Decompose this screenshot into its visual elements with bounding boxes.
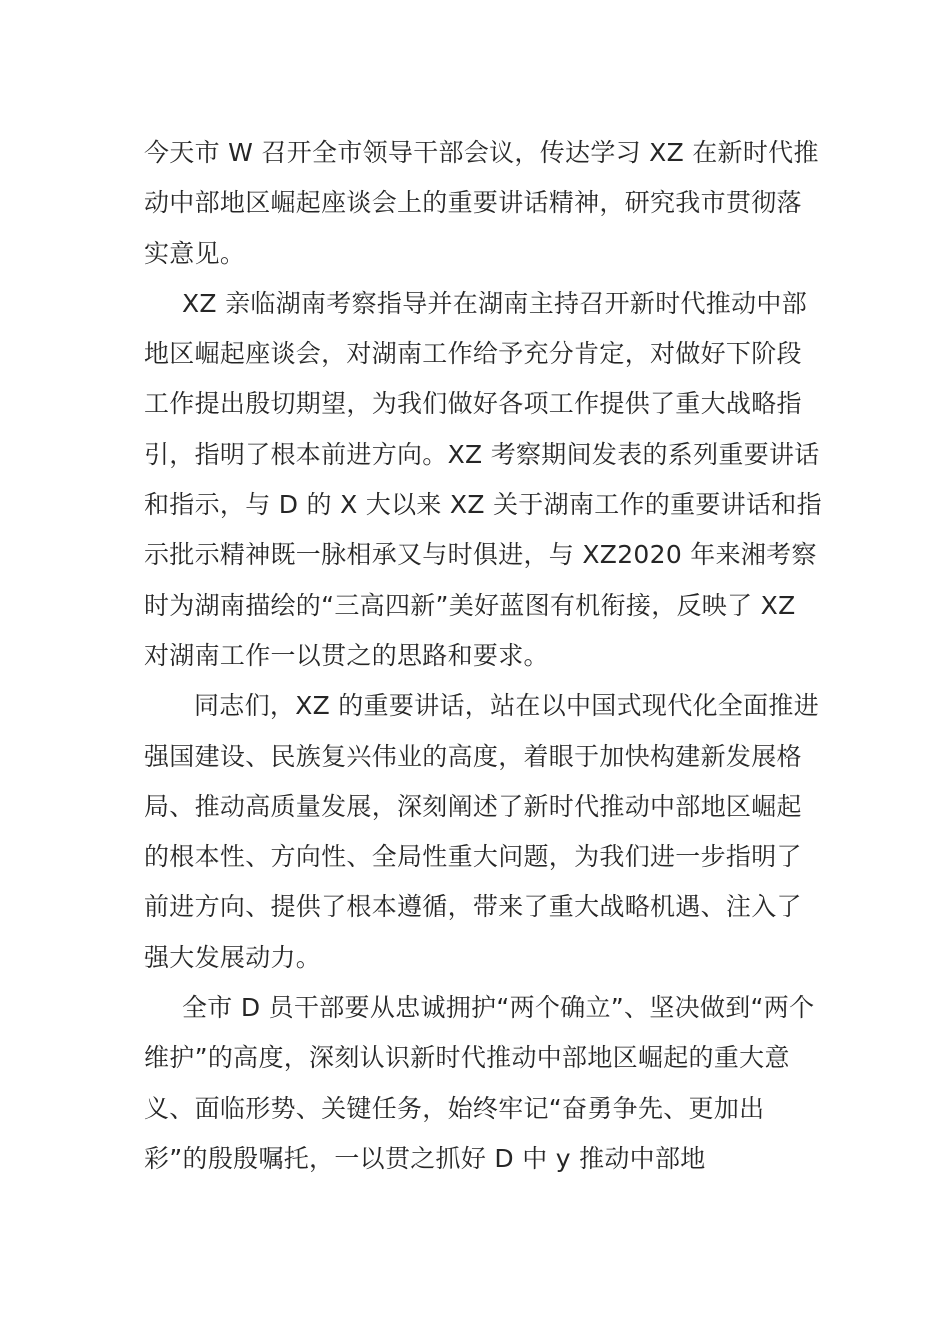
paragraph-4: 全市 D 员干部要从忠诚拥护“两个确立”、坚决做到“两个维护”的高度，深刻认识新时代推动中部地区崛起的重大意义、面临形势、关键任务，始终牢记“奋勇争先、更加出彩”的殷殷嘱托，一以贯之抓好 D 中 y 推动中部地 <box>144 993 815 1173</box>
paragraph-3: 同志们，XZ 的重要讲话，站在以中国式现代化全面推进强国建设、民族复兴伟业的高度，着眼于加快构建新发展格局、推动高质量发展，深刻阐述了新时代推动中部地区崛起的根本性、方向性、全局性重大问题，为我们进一步指明了前进方向、提供了根本遵循，带来了重大战略机遇、注入了强大发展动力。 <box>144 691 820 972</box>
body-text <box>144 128 824 1184</box>
paragraph-2: XZ 亲临湖南考察指导并在湖南主持召开新时代推动中部地区崛起座谈会，对湖南工作给予充分肯定，对做好下阶段工作提出殷切期望，为我们做好各项工作提供了重大战略指引，指明了根本前进方向。XZ 考察期间发表的系列重要讲话和指示，与 D 的 X 大以来 XZ 关于湖南工作的重要讲话和指示批示精神既一脉相承又与时俱进，与 XZ2020 年来湘考察时为湖南描绘的“三高四新”美好蓝图有机衔接，反映了 XZ 对湖南工作一以贯之的思路和要求。 <box>144 288 822 670</box>
paragraph-1: 今天市 W 召开全市领导干部会议，传达学习 XZ 在新时代推动中部地区崛起座谈会上的重要讲话精神，研究我市贯彻落实意见。 <box>144 138 819 268</box>
